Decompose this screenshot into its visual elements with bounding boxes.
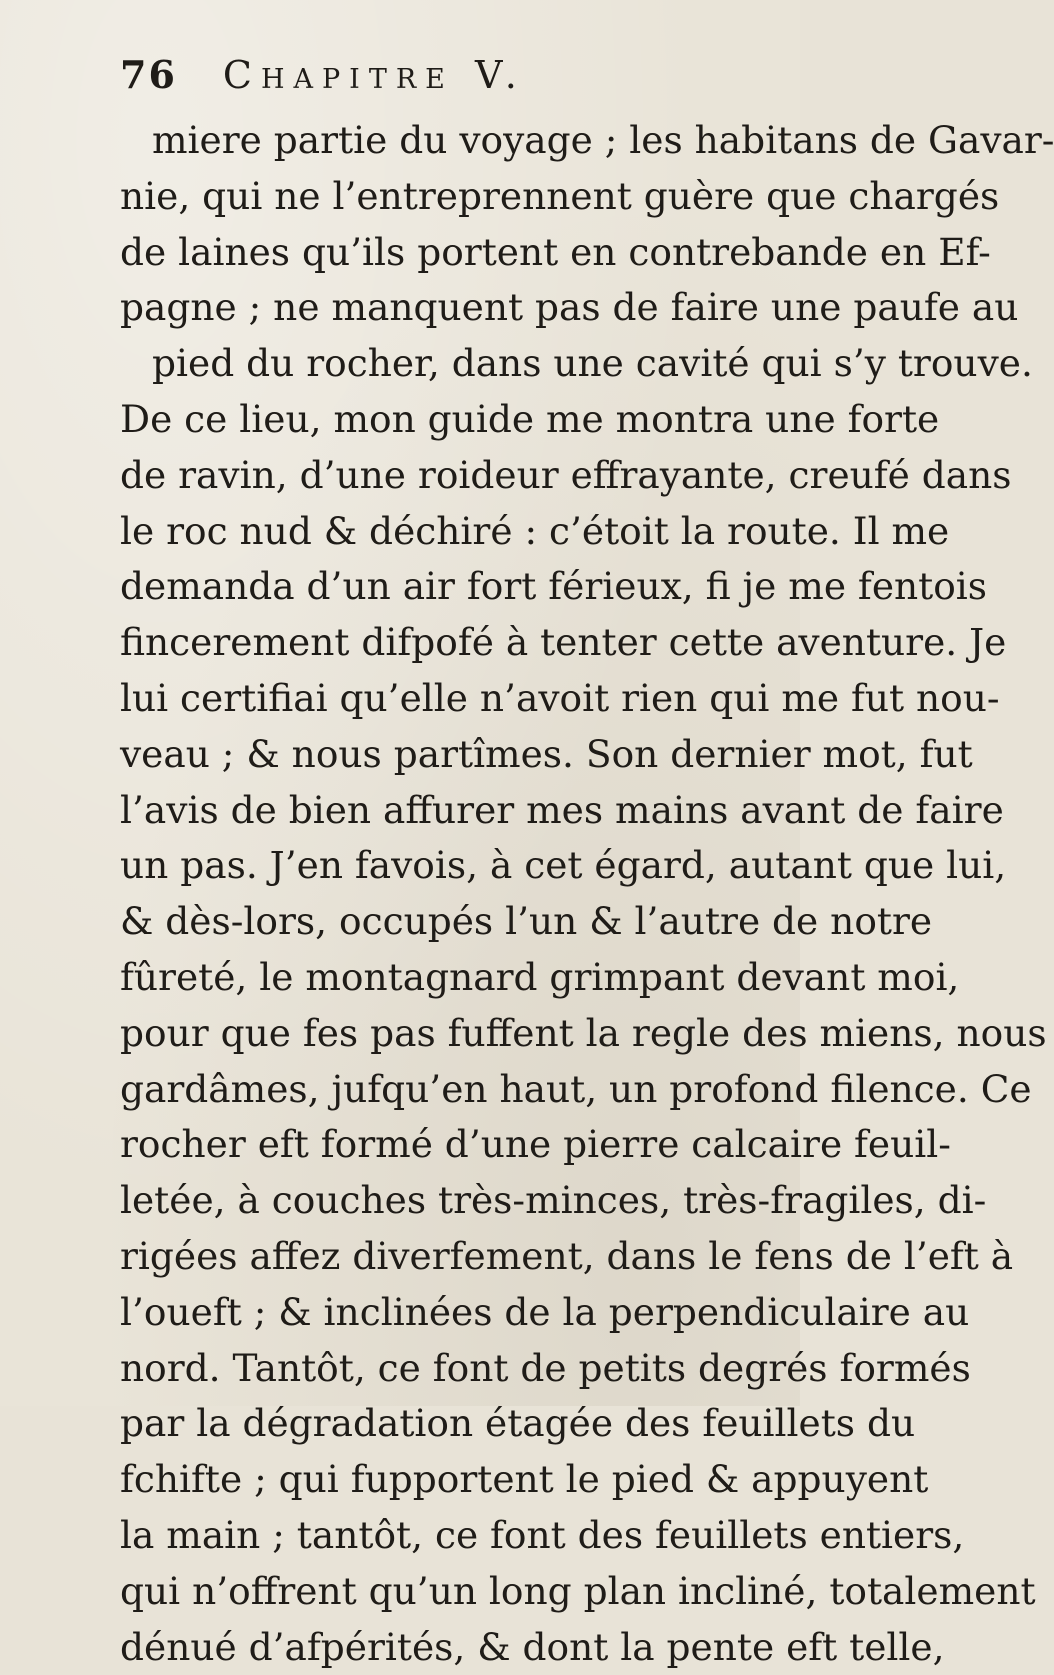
text-line: pour que fes pas fuffent la regle des miens, nous — [120, 1010, 1047, 1055]
text-line: letée, à couches très-minces, très-fragiles, di- — [120, 1178, 987, 1223]
text-line: fincerement difpofé à tenter cette aventure. Je — [120, 620, 1007, 665]
text-line: pagne ; ne manquent pas de faire une paufe au — [120, 285, 1019, 330]
running-head: Chapitre V. — [222, 53, 526, 97]
page-number: 76 — [120, 52, 177, 97]
text-line: le roc nud & déchiré : c’étoit la route. Il me — [120, 508, 950, 553]
text-line: rocher eft formé d’une pierre calcaire feuil- — [120, 1122, 951, 1167]
text-line: l’avis de bien affurer mes mains avant de faire — [120, 787, 1004, 832]
text-line: fûreté, le montagnard grimpant devant moi, — [120, 954, 960, 999]
text-line: miere partie du voyage ; les habitans de Gavar- — [152, 118, 1054, 162]
text-line: lui certifiai qu’elle n’avoit rien qui me fut nou- — [120, 675, 1000, 720]
text-line: de ravin, d’une roideur effrayante, creufé dans — [120, 452, 1012, 497]
text-line: qui n’offrent qu’un long plan incliné, totalement — [120, 1568, 1036, 1613]
text-line: fchifte ; qui fupportent le pied & appuyent — [120, 1457, 929, 1502]
text-line: demanda d’un air fort férieux, fi je me fentois — [120, 564, 988, 609]
text-line: gardâmes, jufqu’en haut, un profond filence. Ce — [120, 1066, 1032, 1111]
text-line: & dès-lors, occupés l’un & l’autre de notre — [120, 899, 933, 944]
page-header — [120, 52, 526, 102]
text-line: la main ; tantôt, ce font des feuillets entiers, — [120, 1512, 965, 1557]
text-line: de laines qu’ils portent en contrebande en Ef- — [120, 229, 991, 274]
body-text — [120, 113, 1054, 1675]
text-line: dénué d’afpérités, & dont la pente eft telle, — [120, 1624, 945, 1669]
text-line: nie, qui ne l’entreprennent guère que chargés — [120, 173, 1000, 218]
text-line: un pas. J’en favois, à cet égard, autant que lui, — [120, 843, 1007, 888]
text-line: par la dégradation étagée des feuillets du — [120, 1401, 916, 1446]
text-line: pied du rocher, dans une cavité qui s’y trouve. — [152, 341, 1033, 386]
text-line: veau ; & nous partîmes. Son dernier mot, fut — [120, 731, 973, 776]
text-line: De ce lieu, mon guide me montra une forte — [120, 396, 940, 441]
text-line: l’oueft ; & inclinées de la perpendiculaire au — [120, 1289, 970, 1334]
text-line: rigées affez diverfement, dans le fens de l’eft à — [120, 1233, 1014, 1278]
text-line: nord. Tantôt, ce font de petits degrés formés — [120, 1345, 971, 1390]
